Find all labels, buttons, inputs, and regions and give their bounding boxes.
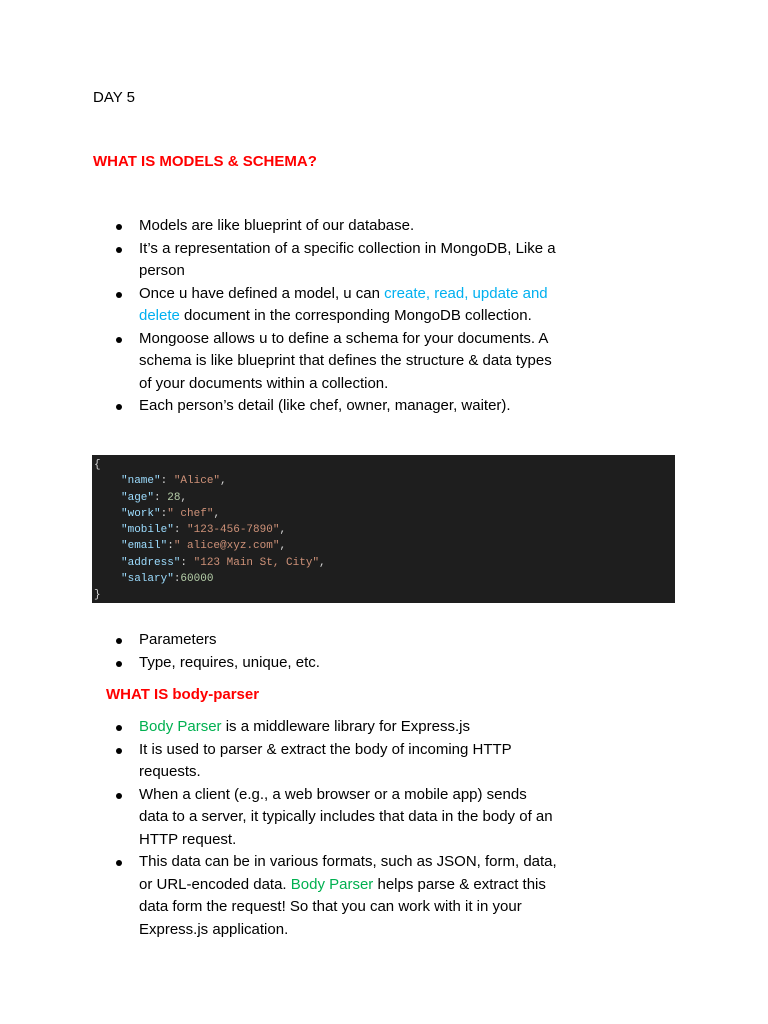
list-item-text: is a middleware library for Express.js — [221, 718, 470, 735]
code-line: "address": "123 Main St, City", — [121, 556, 326, 569]
list-item-text: Mongoose allows u to define a schema for your documents. A schema is like blueprint that defines the structure & data types of your documents within a collection. — [139, 329, 552, 392]
code-close-brace: } — [94, 589, 101, 602]
list-item-text: Type, requires, unique, etc. — [139, 653, 320, 671]
list-item — [0, 629, 560, 652]
list-item-text: Models are like blueprint of our database. — [139, 217, 415, 234]
list-item — [0, 328, 560, 396]
list-item — [0, 739, 560, 784]
code-line: "age": 28, — [121, 491, 188, 504]
section-heading-body-parser: WHAT IS body-parser — [106, 686, 260, 703]
bullet-dot — [116, 224, 122, 230]
code-open-brace: { — [94, 459, 101, 471]
bullet-dot — [116, 292, 122, 298]
parameters-list — [0, 629, 560, 674]
list-item-text: It’s a representation of a specific collection in MongoDB, Like a person — [139, 239, 556, 279]
bullet-dot — [116, 337, 122, 343]
list-item — [0, 851, 560, 941]
code-line: "email":" alice@xyz.com", — [121, 540, 287, 553]
section-heading-models-schema: WHAT IS MODELS & SCHEMA? — [93, 153, 317, 170]
list-item — [0, 395, 560, 418]
list-item — [0, 215, 560, 238]
list-item-text: This data can be in various formats, such as JSON, form, data, or URL-encoded data. — [139, 853, 557, 893]
list-item-text: Once u have defined a model, u can — [139, 284, 385, 302]
list-item — [0, 283, 560, 328]
list-item-text: helps parse & extract this data form the request! So that you can work with it in your Express.js application. — [139, 875, 546, 938]
body-parser-highlight: Body Parser — [139, 718, 222, 735]
list-item-text: Each person’s detail (like chef, owner, manager, waiter). — [139, 397, 511, 414]
json-code-block — [92, 455, 675, 603]
list-item-text: Parameters — [139, 631, 217, 648]
list-item — [0, 238, 560, 283]
code-line: "name": "Alice", — [121, 475, 227, 488]
bullet-dot — [116, 725, 122, 731]
list-item — [0, 716, 560, 739]
bullet-dot — [116, 661, 122, 667]
code-line: "mobile": "123-456-7890", — [121, 524, 287, 537]
body-parser-highlight: Body Parser — [290, 875, 374, 893]
code-line: "salary":60000 — [121, 573, 214, 586]
bullet-dot — [116, 638, 122, 644]
bullet-dot — [116, 860, 122, 866]
day-title: DAY 5 — [93, 89, 135, 106]
list-item — [0, 652, 560, 675]
body-parser-list — [0, 716, 560, 941]
code-line: "work":" chef", — [121, 507, 221, 520]
models-schema-list — [0, 215, 560, 418]
bullet-dot — [116, 404, 122, 410]
list-item-text: It is used to parser & extract the body of incoming HTTP requests. — [139, 740, 512, 780]
bullet-dot — [116, 247, 122, 253]
bullet-dot — [116, 793, 122, 799]
list-item-text: When a client (e.g., a web browser or a mobile app) sends data to a server, it typically includes that data in the body of an HTTP request. — [139, 785, 553, 848]
crud-highlight-text: create, read, update and delete — [139, 284, 548, 324]
bullet-dot — [116, 748, 122, 754]
list-item-text: document in the corresponding MongoDB collection. — [179, 307, 532, 324]
list-item — [0, 784, 560, 852]
